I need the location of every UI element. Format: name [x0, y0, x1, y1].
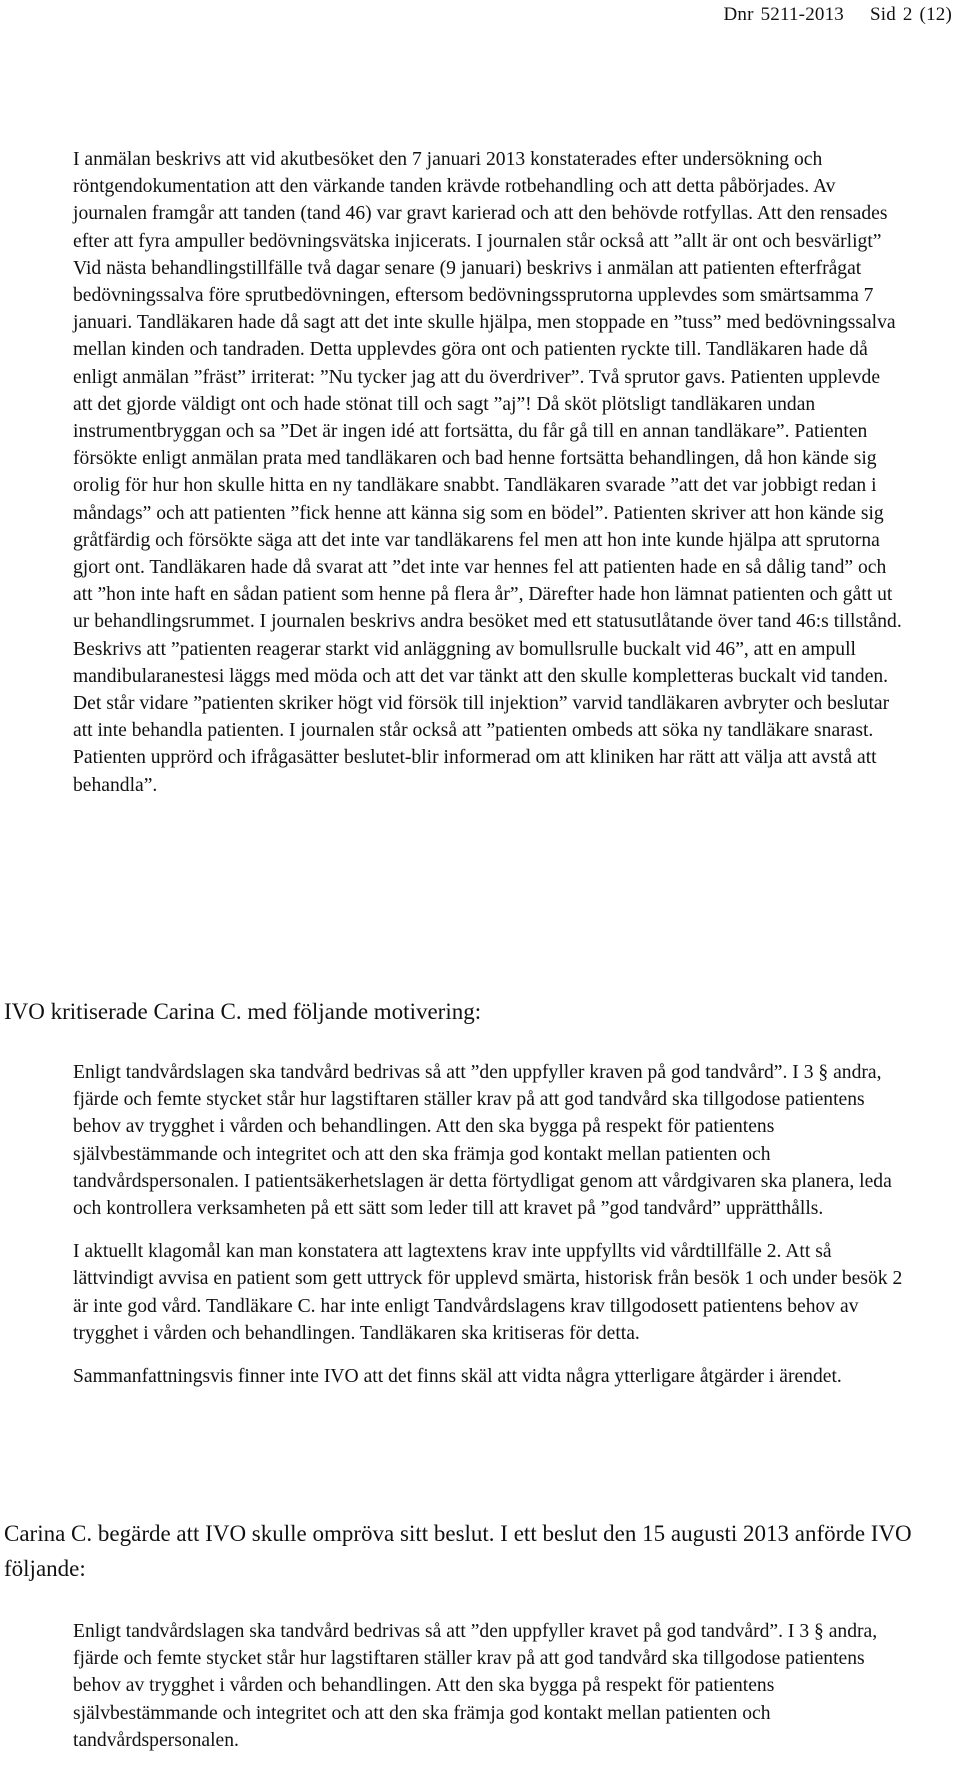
complaint-description: [73, 146, 903, 799]
reconsideration-heading: Carina C. begärde att IVO skulle ompröva sitt beslut. I ett beslut den 15 augusti 2013 anförde IVO följande:: [4, 1521, 912, 1581]
criticism-paragraph-3: Sammanfattningsvis finner inte IVO att det finns skäl att vidta några ytterligare åtgärder i ärendet.: [73, 1366, 842, 1388]
complaint-paragraph: I anmälan beskrivs att vid akutbesöket den 7 januari 2013 konstaterades efter undersökning och röntgendokumentation att den värkande tanden krävde rotbehandling och att detta påbörjades. Av journalen framgår att tanden (tand 46) var gravt karierad och att den behövde rotfyllas. Att den rensades efter att fyra ampuller bedövningsvätska injicerats. I journalen står också att ”allt är ont och besvärligt” Vid nästa behandlingstillfälle två dagar senare (9 januari) beskrivs i anmälan att patienten efterfrågat bedövningssalva före sprutbedövningen, eftersom bedövningssprutorna upplevdes som smärtsamma 7 januari. Tandläkaren hade då sagt att det inte skulle hjälpa, men stoppade en ”tuss” med bedövningssalva mellan kinden och tandraden. Detta upplevdes göra ont och patienten ryckte till. Tandläkaren hade då enligt anmälan ”fräst” irriterat: ”Nu tycker jag att du överdriver”. Två sprutor gavs. Patienten upplevde att det gjorde väldigt ont och hade stönat till och sagt ”aj”! Då sköt plötsligt tandläkaren undan instrumentbryggan och sa ”Det är ingen idé att fortsätta, du får gå till en annan tandläkare”. Patienten försökte enligt anmälan prata med tandläkaren och bad henne fortsätta behandlingen, då hon kände sig orolig för hur hon skulle hitta en ny tandläkare snabbt. Tandläkaren svarade ”att det var jobbigt redan i måndags” och att patienten ”fick henne att känna sig som en bödel”. Patienten skriver att hon kände sig gråtfärdig och försökte säga att det inte var tandläkarens fel men att hon inte kunde hjälpa att sprutorna gjort ont. Tandläkaren hade då svarat att ”det inte var hennes fel att patienten hade en så dålig tand” och att ”hon inte haft en sådan patient som henne på flera år”, Därefter hade hon lämnat patienten och gått ut ur behandlingsrummet. I journalen beskrivs andra besöket med ett statusutlåtande över tand 46:s tillstånd. Beskrivs att ”patienten reagerar starkt vid anläggning av bomullsrulle buckalt vid 46”, att en ampull mandibularanestesi läggs med möda och att det var tänkt att den skulle kompletteras buckalt vid tanden. Det står vidare ”patienten skriker högt vid försök till injektion” varvid tandläkaren avbryter och beslutar att inte behandla patienten. I journalen står också att ”patienten ombeds att söka ny tandläkare snarast. Patienten upprörd och ifrågasätter beslutet-blir informerad om att kliniken har rätt att välja att avstå att behandla”.: [73, 149, 902, 796]
page-header: [723, 4, 952, 26]
case-number: Dnr 5211-2013: [723, 4, 844, 25]
page-number: Sid 2 (12): [870, 4, 952, 25]
criticism-heading: IVO kritiserade Carina C. med följande motivering:: [4, 999, 482, 1024]
criticism-quote: [73, 1059, 903, 1390]
criticism-paragraph-1: Enligt tandvårdslagen ska tandvård bedrivas så att ”den uppfyller kraven på god tandvård”. I 3 § andra, fjärde och femte stycket står hur lagstiftaren ställer krav på att god tandvård ska tillgodose patientens behov av trygghet i vården och behandlingen. Att den ska bygga på respekt för patientens självbestämmande och integritet och att den ska främja god kontakt mellan patienten och tandvårdspersonalen. I patientsäkerhetslagen är detta förtydligat genom att vårdgivaren ska planera, leda och kontrollera verksamheten på ett sätt som leder till att kravet på ”god tandvård” upprätthålls.: [73, 1062, 892, 1220]
reconsideration-quote: [73, 1618, 903, 1754]
reconsideration-paragraph: Enligt tandvårdslagen ska tandvård bedrivas så att ”den uppfyller kravet på god tandvård”. I 3 § andra, fjärde och femte stycket står hur lagstiftaren ställer krav på att god tandvård ska tillgodose patientens behov av trygghet i vården och behandlingen. Att den ska bygga på respekt för patientens självbestämmande och integritet och att den ska främja god kontakt mellan patienten och tandvårdspersonalen.: [73, 1621, 878, 1751]
criticism-paragraph-2: I aktuellt klagomål kan man konstatera att lagtextens krav inte uppfyllts vid vårdtillfälle 2. Att så lättvindigt avvisa en patient som gett uttryck för upplevd smärta, historisk från besök 1 och under besök 2 är inte god vård. Tandläkare C. har inte enligt Tandvårdslagens krav tillgodosett patientens behov av trygghet i vården och behandlingen. Tandläkaren ska kritiseras för detta.: [73, 1241, 903, 1344]
